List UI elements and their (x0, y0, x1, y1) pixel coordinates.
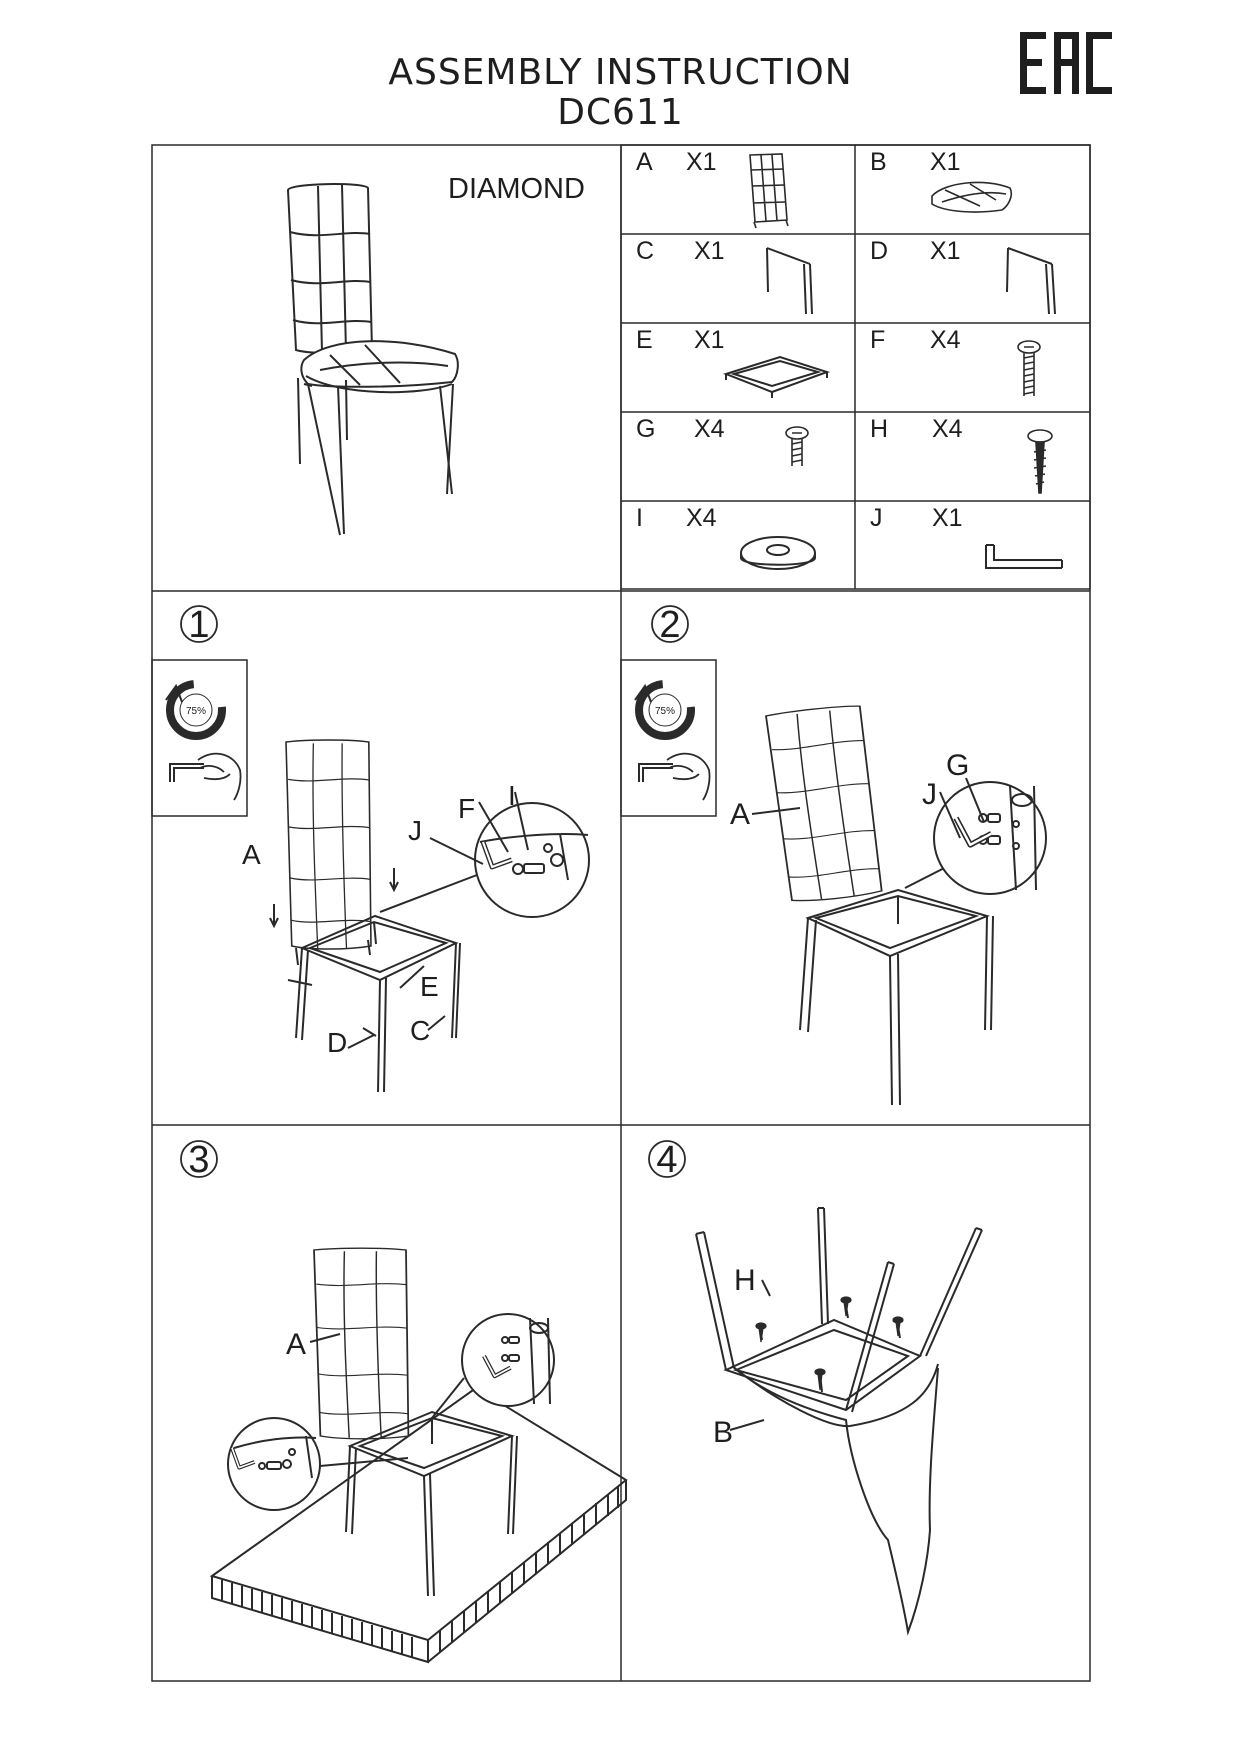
product-name: DIAMOND (448, 173, 585, 205)
part-quantity: X1 (930, 237, 961, 265)
backrest-icon (750, 154, 788, 228)
part-cell-b (870, 148, 961, 176)
part-cell-g (636, 415, 725, 443)
part-quantity: X4 (686, 504, 717, 532)
svg-text:E: E (420, 971, 439, 1002)
part-letter: G (636, 415, 656, 443)
part-quantity: X1 (694, 326, 725, 354)
svg-text:I: I (508, 780, 516, 811)
step-4-labels (713, 1264, 756, 1449)
part-letter: H (870, 415, 889, 443)
svg-text:D: D (327, 1027, 348, 1058)
part-cell-f (870, 326, 961, 354)
seat-frame-icon (726, 357, 827, 398)
svg-text:A: A (730, 798, 751, 831)
step-2-tighten-hint (621, 660, 716, 816)
part-letter: E (636, 326, 653, 354)
document-title: ASSEMBLY INSTRUCTION (388, 52, 853, 93)
svg-text:C: C (410, 1015, 431, 1046)
short-bolt-icon (786, 427, 808, 466)
step-1-tighten-hint (152, 660, 247, 816)
part-quantity: X4 (930, 326, 961, 354)
svg-text:75%: 75% (654, 706, 676, 717)
step-3-drawing (212, 1248, 626, 1662)
leg-frame-icon (1007, 248, 1055, 314)
svg-text:1: 1 (188, 604, 210, 646)
part-letter: A (636, 148, 653, 176)
part-quantity: X1 (932, 504, 963, 532)
step-2-number (652, 604, 688, 646)
long-bolt-icon (1018, 341, 1040, 396)
part-letter: D (870, 237, 889, 265)
svg-text:G: G (946, 749, 970, 782)
part-letter: J (870, 504, 883, 532)
step-4-number (649, 1139, 685, 1181)
part-letter: I (636, 504, 643, 532)
part-cell-a (636, 148, 717, 176)
svg-text:F: F (458, 793, 476, 824)
part-quantity: X4 (932, 415, 963, 443)
part-cell-e (636, 326, 725, 354)
part-cell-h (870, 415, 963, 443)
svg-text:75%: 75% (185, 706, 207, 717)
washer-icon (741, 537, 815, 569)
leg-frame-icon (767, 248, 812, 314)
svg-text:2: 2 (659, 604, 681, 646)
part-cell-c (636, 237, 725, 265)
part-quantity: X1 (686, 148, 717, 176)
step-3-number (181, 1139, 217, 1181)
svg-text:A: A (242, 839, 261, 870)
seat-cushion-icon (932, 182, 1011, 212)
svg-text:B: B (713, 1416, 734, 1449)
step-3-labels (286, 1328, 306, 1361)
allen-key-icon (986, 545, 1062, 568)
part-quantity: X4 (694, 415, 725, 443)
svg-text:J: J (922, 778, 937, 811)
chair-overview-drawing (288, 184, 458, 535)
svg-text:3: 3 (188, 1139, 210, 1181)
svg-text:4: 4 (656, 1139, 678, 1181)
wood-screw-icon (1028, 430, 1052, 493)
part-quantity: X1 (694, 237, 725, 265)
part-letter: F (870, 326, 886, 354)
part-cell-j (870, 504, 963, 532)
part-letter: C (636, 237, 655, 265)
step-2-drawing (752, 704, 1046, 1105)
part-cell-i (636, 504, 717, 532)
svg-text:A: A (286, 1328, 307, 1361)
step-1-number (181, 604, 217, 646)
svg-text:H: H (734, 1264, 756, 1297)
part-cell-d (870, 237, 961, 265)
svg-text:J: J (408, 815, 422, 846)
model-number: DC611 (557, 92, 684, 133)
part-quantity: X1 (930, 148, 961, 176)
part-letter: B (870, 148, 887, 176)
